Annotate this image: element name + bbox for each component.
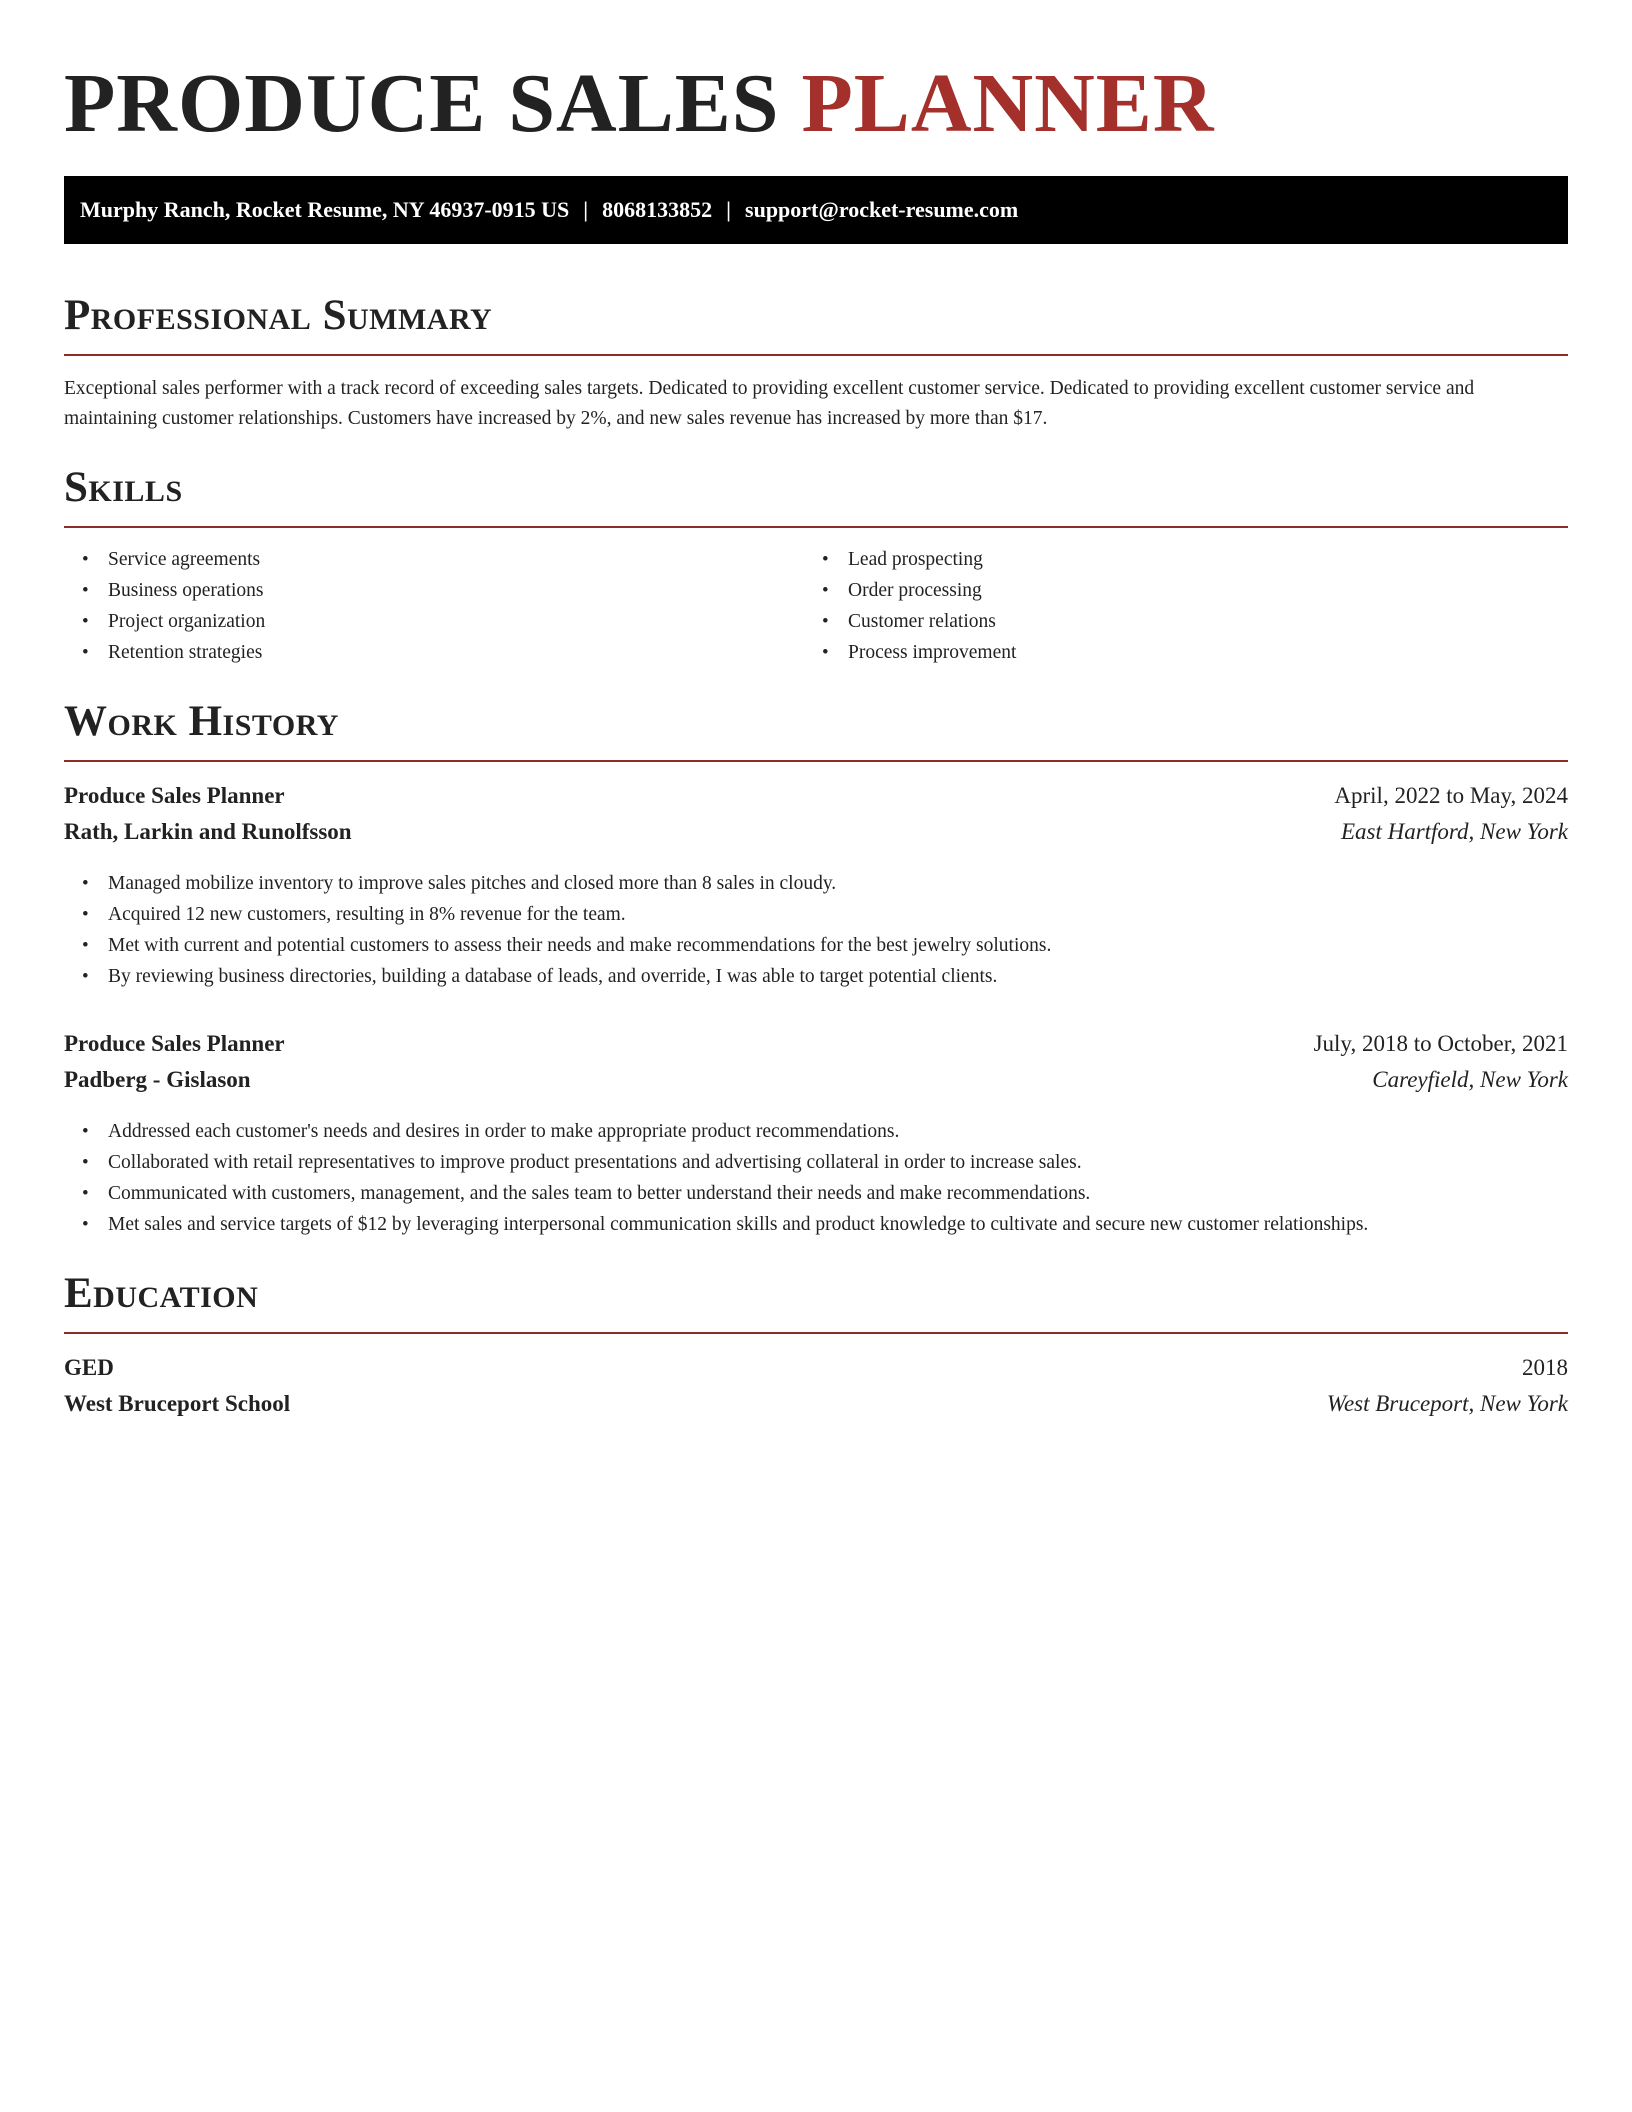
skill-item: • Retention strategies <box>64 637 804 668</box>
job-dates: July, 2018 to October, 2021 <box>1313 1031 1568 1056</box>
job-company-row <box>64 1062 1568 1098</box>
job-dates: April, 2022 to May, 2024 <box>1334 783 1568 808</box>
summary-text: Exceptional sales performer with a track record of exceeding sales targets. Dedicated to providing excellent customer service. Dedicated to providing excellent customer service and maintaining customer relationships. Customers have increased by 2%, and new sales revenue has increased by more than $17. <box>64 378 1475 429</box>
education-section <box>64 1266 1568 1422</box>
section-divider <box>64 526 1568 528</box>
education-degree: GED <box>64 1355 114 1380</box>
skill-item: • Customer relations <box>804 606 1544 637</box>
job-bullet: • Managed mobilize inventory to improve sales pitches and closed more than 8 sales in cloudy. <box>64 868 1568 899</box>
contact-bar <box>64 176 1568 244</box>
job-company: Padberg - Gislason <box>64 1067 251 1092</box>
education-year: 2018 <box>1522 1355 1568 1380</box>
section-divider <box>64 1332 1568 1334</box>
skill-item: • Lead prospecting <box>804 544 1544 575</box>
contact-phone[interactable]: 8068133852 <box>602 197 713 222</box>
job-bullet: • Acquired 12 new customers, resulting in 8% revenue for the team. <box>64 899 1568 930</box>
job-bullet: • By reviewing business directories, building a database of leads, and override, I was able to target potential clients. <box>64 961 1568 992</box>
job-bullet: • Met with current and potential customers to assess their needs and make recommendations for the best jewelry solutions. <box>64 930 1568 961</box>
job-bullet: • Communicated with customers, management, and the sales team to better understand their needs and make recommendations. <box>64 1178 1568 1209</box>
education-school-row <box>64 1386 1568 1422</box>
job-location: East Hartford, New York <box>1340 819 1568 844</box>
education-heading: Education <box>64 1270 259 1317</box>
job-entry <box>64 1026 1568 1240</box>
skill-item: • Service agreements <box>64 544 804 575</box>
job-title: Produce Sales Planner <box>64 783 285 808</box>
job-header-row <box>64 778 1568 814</box>
skills-list <box>64 544 1568 668</box>
contact-separator: | <box>583 197 589 222</box>
skills-section <box>64 460 1568 668</box>
education-entry <box>64 1350 1568 1422</box>
job-header-row <box>64 1026 1568 1062</box>
skills-column-left <box>64 544 804 668</box>
section-divider <box>64 354 1568 356</box>
title-accent: PLANNER <box>801 57 1215 150</box>
title-main: PRODUCE SALES <box>64 57 780 150</box>
work-heading: Work History <box>64 698 339 745</box>
job-bullet: • Collaborated with retail representatives to improve product presentations and advertising collateral in order to increase sales. <box>64 1147 1568 1178</box>
job-bullet: • Addressed each customer's needs and desires in order to make appropriate product recommendations. <box>64 1116 1568 1147</box>
skill-item: • Business operations <box>64 575 804 606</box>
contact-separator: | <box>726 197 732 222</box>
education-header-row <box>64 1350 1568 1386</box>
education-location: West Bruceport, New York <box>1326 1391 1568 1416</box>
skills-column-right <box>804 544 1544 668</box>
job-title: Produce Sales Planner <box>64 1031 285 1056</box>
contact-address: Murphy Ranch, Rocket Resume, NY 46937-0915 US <box>80 197 570 222</box>
job-entry <box>64 778 1568 992</box>
work-section <box>64 694 1568 1240</box>
skill-item: • Order processing <box>804 575 1544 606</box>
job-bullets <box>64 868 1568 992</box>
education-school: West Bruceport School <box>64 1391 291 1416</box>
job-location: Careyfield, New York <box>1372 1067 1568 1092</box>
resume-page <box>64 0 1568 1422</box>
contact-email[interactable]: support@rocket-resume.com <box>745 197 1019 222</box>
job-company-row <box>64 814 1568 850</box>
skills-heading: Skills <box>64 464 183 511</box>
section-divider <box>64 760 1568 762</box>
resume-title <box>64 0 1568 154</box>
job-bullet: • Met sales and service targets of $12 by leveraging interpersonal communication skills and product knowledge to cultivate and secure new customer relationships. <box>64 1209 1568 1240</box>
skill-item: • Project organization <box>64 606 804 637</box>
summary-heading: Professional Summary <box>64 292 493 339</box>
job-bullets <box>64 1116 1568 1240</box>
summary-section <box>64 288 1568 434</box>
job-company: Rath, Larkin and Runolfsson <box>64 819 352 844</box>
skill-item: • Process improvement <box>804 637 1544 668</box>
